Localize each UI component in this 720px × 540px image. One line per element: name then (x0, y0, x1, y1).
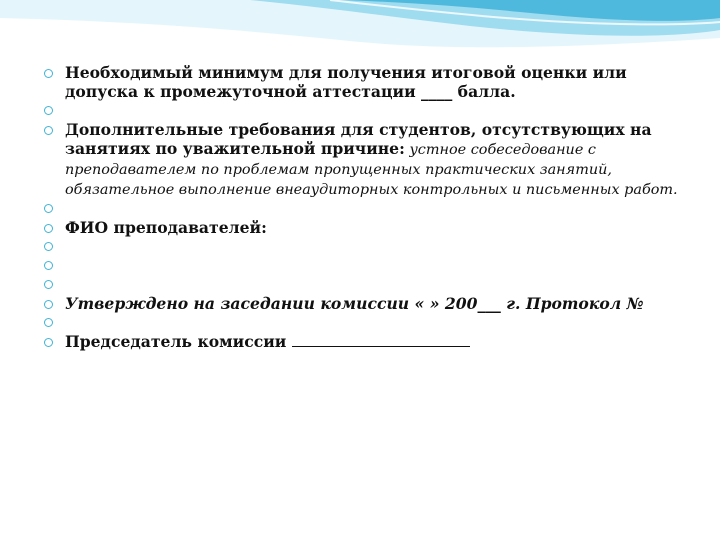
bullet-icon (44, 318, 53, 327)
list-item-text: Утверждено на заседании комиссии « » 200___ г. Протокол № (65, 294, 644, 313)
list-item (44, 120, 684, 199)
list-item (44, 294, 684, 313)
list-item (44, 313, 684, 332)
list-item (44, 332, 684, 351)
list-item (44, 256, 684, 275)
list-item (44, 199, 684, 218)
bullet-icon (44, 300, 53, 309)
signature-blank (292, 332, 470, 347)
bullet-icon (44, 280, 53, 289)
list-item (44, 237, 684, 256)
list-item (44, 63, 684, 101)
bullet-icon (44, 126, 53, 135)
bullet-icon (44, 224, 53, 233)
bullet-icon (44, 69, 53, 78)
list-item-text-italic: устное собеседование с преподавателем по проблемам пропущенных практических занятий, обязательное выполнение внеаудиторных контрольных и письменных работ. (65, 142, 678, 198)
bullet-icon (44, 261, 53, 270)
bullet-icon (44, 338, 53, 347)
list-item (44, 101, 684, 120)
list-item-text: ФИО преподавателей: (65, 218, 267, 237)
bullet-icon (44, 242, 53, 251)
list-item-text: Необходимый минимум для получения итоговой оценки или допуска к промежуточной аттестации ____ балла. (65, 63, 627, 101)
list-item-text-bold: Дополнительные требования для студентов, отсутствующих на занятиях по уважительной причине: (65, 120, 652, 158)
bullet-icon (44, 106, 53, 115)
chairman-label: Председатель комиссии (65, 332, 287, 351)
list-item (44, 218, 684, 237)
bullet-icon (44, 204, 53, 213)
list-item (44, 275, 684, 294)
slide-body (44, 63, 684, 351)
